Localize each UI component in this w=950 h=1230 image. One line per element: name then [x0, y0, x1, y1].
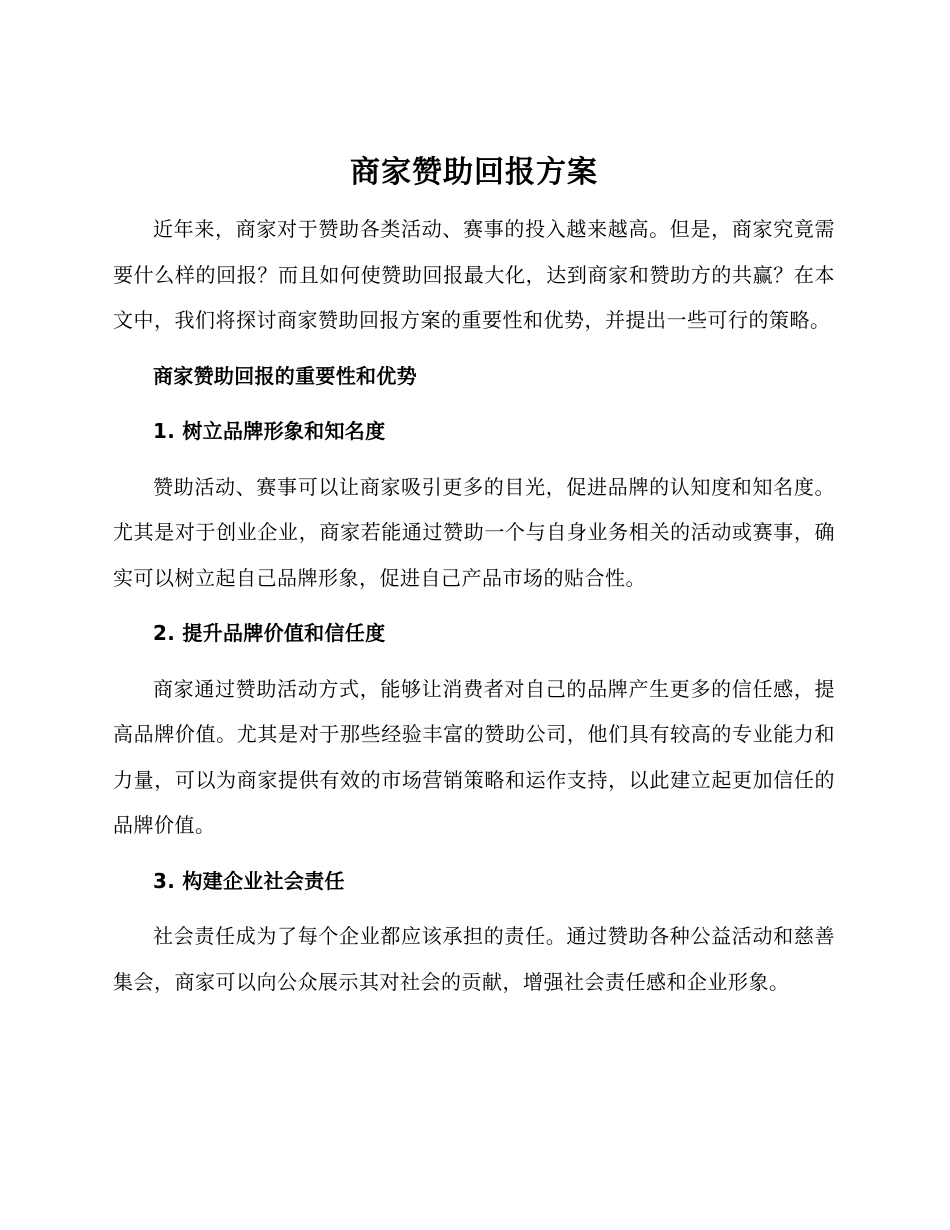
- point-3-heading: 3. 构建企业社会责任: [153, 868, 345, 893]
- intro-paragraph: 近年来，商家对于赞助各类活动、赛事的投入越来越高。但是，商家究竟需要什么样的回报？而且如何使赞助回报最大化，达到商家和赞助方的共赢？在本文中，我们将探讨商家赞助回报方案的重要性和优势，并提出一些可行的策略。: [113, 217, 835, 332]
- point-1-heading: 1. 树立品牌形象和知名度: [153, 419, 386, 443]
- point-2-heading: 2. 提升品牌价值和信任度: [153, 621, 386, 645]
- document-content: [113, 145, 835, 1005]
- document-title: 商家赞助回报方案: [350, 155, 598, 190]
- section-heading: 商家赞助回报的重要性和优势: [153, 363, 417, 388]
- point-2-paragraph: 商家通过赞助活动方式，能够让消费者对自己的品牌产生更多的信任感，提高品牌价值。尤其是对于那些经验丰富的赞助公司，他们具有较高的专业能力和力量，可以为商家提供有效的市场营销策略和运作支持，以此建立起更加信任的品牌价值。: [113, 676, 835, 837]
- point-3-paragraph: 社会责任成为了每个企业都应该承担的责任。通过赞助各种公益活动和慈善集会，商家可以向公众展示其对社会的贡献，增强社会责任感和企业形象。: [113, 924, 835, 994]
- point-1-paragraph: 赞助活动、赛事可以让商家吸引更多的目光，促进品牌的认知度和知名度。尤其是对于创业企业，商家若能通过赞助一个与自身业务相关的活动或赛事，确实可以树立起自己品牌形象，促进自己产品市场的贴合性。: [113, 474, 835, 590]
